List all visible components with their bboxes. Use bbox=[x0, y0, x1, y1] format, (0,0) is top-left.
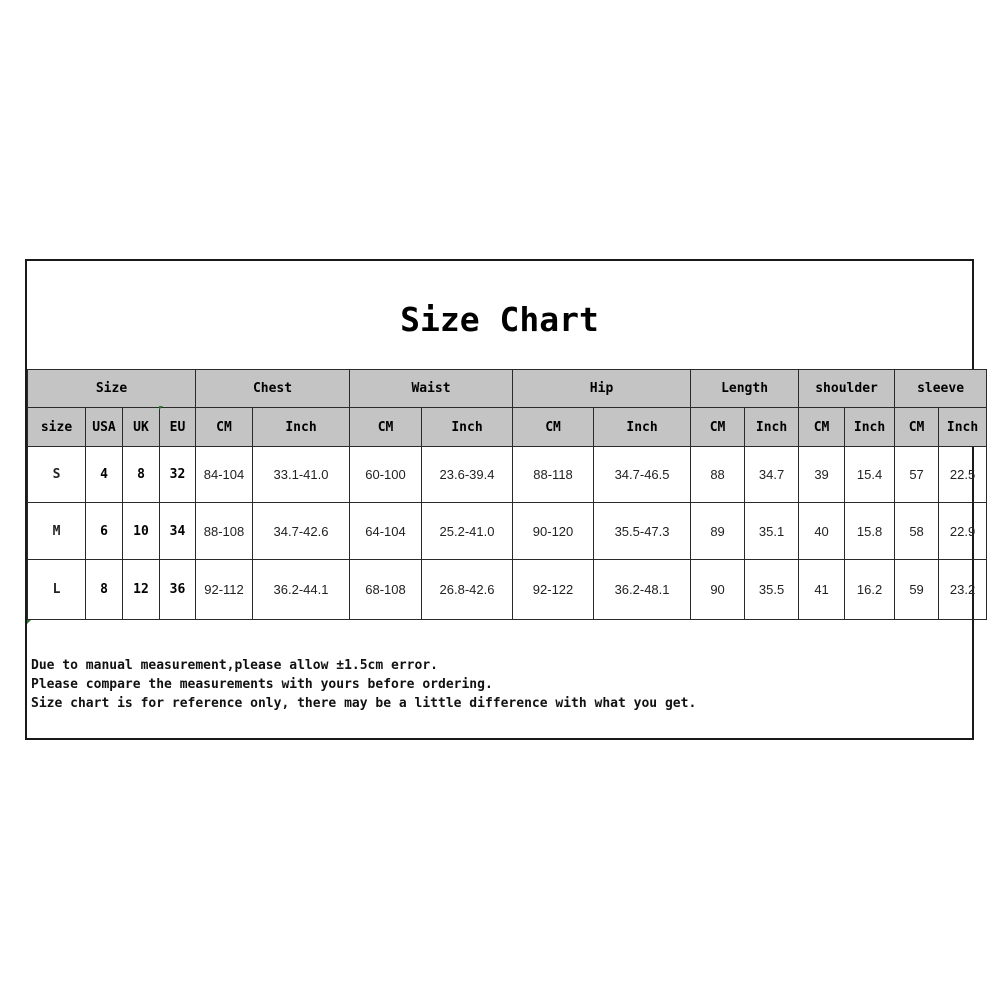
group-header-shoulder: shoulder bbox=[799, 370, 895, 408]
cell-comment-marker bbox=[27, 620, 31, 624]
table-cell: 36 bbox=[160, 560, 196, 620]
table-cell: 15.4 bbox=[845, 447, 895, 503]
table-row bbox=[28, 560, 987, 620]
group-header-hip: Hip bbox=[513, 370, 691, 408]
sub-header-shoulder-cm: CM bbox=[799, 408, 845, 447]
sub-header-chest-inch: Inch bbox=[253, 408, 350, 447]
table-cell: 90-120 bbox=[513, 503, 594, 560]
table-cell: 15.8 bbox=[845, 503, 895, 560]
table-cell: 39 bbox=[799, 447, 845, 503]
table-cell: 68-108 bbox=[350, 560, 422, 620]
table-row bbox=[28, 447, 987, 503]
group-header-row bbox=[28, 370, 987, 408]
table-cell: 90 bbox=[691, 560, 745, 620]
sub-header-row bbox=[28, 408, 987, 447]
table-cell: 8 bbox=[86, 560, 123, 620]
size-chart bbox=[25, 259, 979, 740]
table-cell: 58 bbox=[895, 503, 939, 560]
table-cell: 33.1-41.0 bbox=[253, 447, 350, 503]
group-header-length: Length bbox=[691, 370, 799, 408]
sub-header-waist-cm: CM bbox=[350, 408, 422, 447]
group-header-sleeve: sleeve bbox=[895, 370, 987, 408]
table-cell: 64-104 bbox=[350, 503, 422, 560]
table-cell: S bbox=[28, 447, 86, 503]
size-table bbox=[27, 369, 987, 620]
group-header-waist: Waist bbox=[350, 370, 513, 408]
table-cell: 23.2 bbox=[939, 560, 987, 620]
table-cell: 10 bbox=[123, 503, 160, 560]
table-cell: 36.2-48.1 bbox=[594, 560, 691, 620]
table-cell: 22.5 bbox=[939, 447, 987, 503]
table-cell: 34.7 bbox=[745, 447, 799, 503]
notes bbox=[31, 656, 696, 713]
table-cell: 59 bbox=[895, 560, 939, 620]
sub-header-uk: UK bbox=[123, 408, 160, 447]
table-cell: 23.6-39.4 bbox=[422, 447, 513, 503]
note-line: Size chart is for reference only, there may be a little difference with what you get. bbox=[31, 696, 697, 711]
note-line: Please compare the measurements with yours before ordering. bbox=[31, 677, 493, 692]
table-cell: 60-100 bbox=[350, 447, 422, 503]
table-cell: 4 bbox=[86, 447, 123, 503]
table-cell: 12 bbox=[123, 560, 160, 620]
sub-header-size: size bbox=[28, 408, 86, 447]
table-cell: 84-104 bbox=[196, 447, 253, 503]
sub-header-hip-cm: CM bbox=[513, 408, 594, 447]
group-header-chest: Chest bbox=[196, 370, 350, 408]
table-cell: 34.7-42.6 bbox=[253, 503, 350, 560]
sub-header-sleeve-inch: Inch bbox=[939, 408, 987, 447]
table-cell: 41 bbox=[799, 560, 845, 620]
table-cell: 88 bbox=[691, 447, 745, 503]
sub-header-length-inch: Inch bbox=[745, 408, 799, 447]
table-cell: 35.5 bbox=[745, 560, 799, 620]
table-cell: 25.2-41.0 bbox=[422, 503, 513, 560]
sub-header-length-cm: CM bbox=[691, 408, 745, 447]
table-cell: 57 bbox=[895, 447, 939, 503]
table-cell: 16.2 bbox=[845, 560, 895, 620]
sub-header-waist-inch: Inch bbox=[422, 408, 513, 447]
table-cell: 34.7-46.5 bbox=[594, 447, 691, 503]
group-header-size: Size bbox=[28, 370, 196, 408]
table-cell: 6 bbox=[86, 503, 123, 560]
sub-header-eu: EU bbox=[160, 408, 196, 447]
sub-header-hip-inch: Inch bbox=[594, 408, 691, 447]
table-cell: L bbox=[28, 560, 86, 620]
table-cell: 40 bbox=[799, 503, 845, 560]
sub-header-shoulder-inch: Inch bbox=[845, 408, 895, 447]
table-cell: 8 bbox=[123, 447, 160, 503]
table-cell: 36.2-44.1 bbox=[253, 560, 350, 620]
table-cell: M bbox=[28, 503, 86, 560]
table-cell: 88-118 bbox=[513, 447, 594, 503]
table-cell: 22.9 bbox=[939, 503, 987, 560]
table-cell: 32 bbox=[160, 447, 196, 503]
table-cell: 92-112 bbox=[196, 560, 253, 620]
table-cell: 88-108 bbox=[196, 503, 253, 560]
table-cell: 92-122 bbox=[513, 560, 594, 620]
note-line: Due to manual measurement,please allow ±1.5cm error. bbox=[31, 658, 438, 673]
table-cell: 35.1 bbox=[745, 503, 799, 560]
table-row bbox=[28, 503, 987, 560]
table-cell: 34 bbox=[160, 503, 196, 560]
sub-header-usa: USA bbox=[86, 408, 123, 447]
table-cell: 89 bbox=[691, 503, 745, 560]
table-cell: 35.5-47.3 bbox=[594, 503, 691, 560]
cell-comment-marker bbox=[159, 406, 163, 410]
sub-header-chest-cm: CM bbox=[196, 408, 253, 447]
sub-header-sleeve-cm: CM bbox=[895, 408, 939, 447]
table-cell: 26.8-42.6 bbox=[422, 560, 513, 620]
chart-title: Size Chart bbox=[400, 299, 599, 339]
